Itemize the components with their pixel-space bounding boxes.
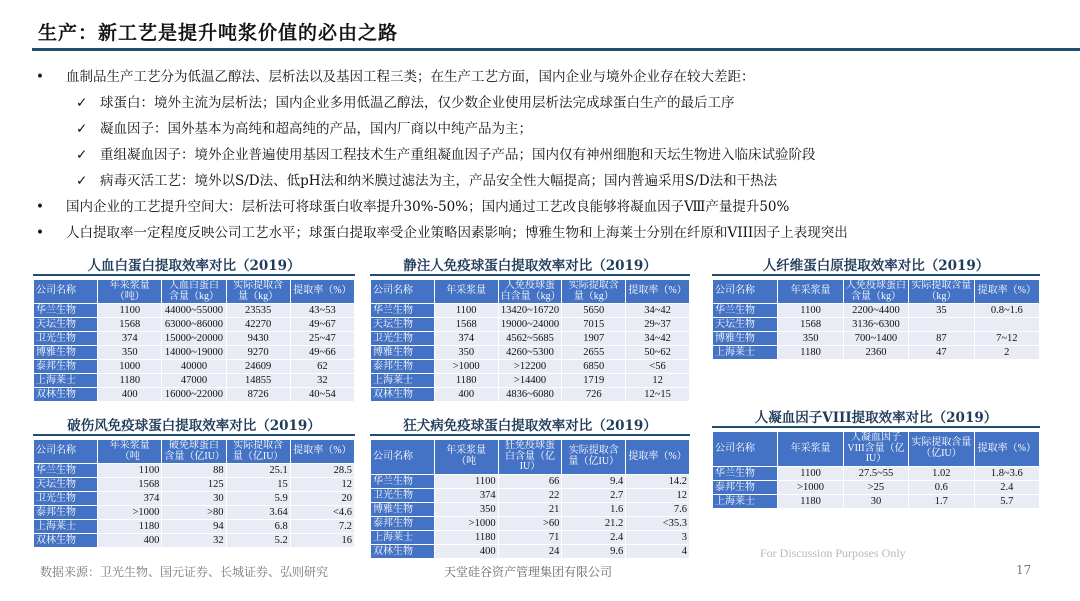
value-cell: 2	[975, 346, 1039, 359]
table-ivig	[370, 258, 690, 402]
bullet-text: 病毒灭活工艺：境外以S/D法、低pH法和纳米膜过滤法为主，产品安全性大幅提高；国内普遍采用S/D法和干热法	[100, 173, 778, 189]
value-cell: 9.6	[562, 545, 625, 558]
page-number: 17	[1016, 563, 1032, 577]
company-cell: 双林生物	[371, 545, 434, 558]
value-cell: 350	[98, 346, 161, 359]
column-header: 年采浆量（吨	[98, 440, 161, 463]
checkmark-icon: ✓	[76, 173, 88, 189]
data-table	[33, 439, 355, 548]
value-cell: 7~12	[975, 332, 1039, 345]
value-cell: 1907	[562, 332, 625, 345]
value-cell: 30	[844, 495, 908, 508]
value-cell: 1180	[435, 374, 498, 387]
value-cell: 49~66	[291, 346, 354, 359]
value-cell: 2.7	[562, 489, 625, 502]
table-title: 静注人免疫球蛋白提取效率对比（2019）	[370, 258, 690, 276]
column-header: 年采浆量	[778, 280, 842, 303]
value-cell: >25	[844, 481, 908, 494]
value-cell: 66	[499, 475, 562, 488]
column-header: 提取率（%）	[975, 432, 1039, 466]
value-cell: >60	[499, 517, 562, 530]
value-cell: 5.9	[227, 492, 290, 505]
table-rabies	[370, 418, 690, 559]
header-row	[371, 440, 689, 474]
bullet-item	[36, 90, 848, 116]
value-cell: 22	[499, 489, 562, 502]
column-header: 实际提取含量（kg）	[909, 280, 973, 303]
data-table	[33, 279, 355, 402]
value-cell: 21.2	[562, 517, 625, 530]
bullet-text: 球蛋白：境外主流为层析法；国内企业多用低温乙醇法，仅少数企业使用层析法完成球蛋白生产的最后工序	[100, 95, 735, 111]
value-cell: 43~53	[291, 304, 354, 317]
table-row	[34, 464, 354, 477]
column-header: 实际提取含量（亿IU）	[227, 440, 290, 463]
column-header: 破免球蛋白含量（亿IU）	[164, 440, 225, 462]
company-cell: 天坛生物	[34, 318, 97, 331]
table-row	[371, 318, 689, 331]
value-cell: 0.6	[909, 481, 973, 494]
table-title: 人纤维蛋白原提取效率对比（2019）	[712, 258, 1040, 276]
table-row	[713, 481, 1039, 494]
value-cell: 5650	[562, 304, 625, 317]
table-row	[34, 388, 354, 401]
value-cell: 374	[98, 492, 161, 505]
table-factor-viii	[712, 410, 1040, 509]
value-cell: 24	[499, 545, 562, 558]
column-header: 公司名称	[371, 280, 434, 303]
value-cell: 4836~6080	[499, 388, 562, 401]
company-cell: 上海莱士	[713, 346, 777, 359]
value-cell: 9270	[227, 346, 290, 359]
value-cell: 63000~86000	[162, 318, 225, 331]
value-cell: 88	[162, 464, 225, 477]
value-cell: 47000	[162, 374, 225, 387]
table-row	[371, 388, 689, 401]
company-cell: 华兰生物	[713, 304, 777, 317]
company-cell: 泰邦生物	[34, 360, 97, 373]
bullet-text: 人白提取率一定程度反映公司工艺水平；球蛋白提取率受企业策略因素影响；博雅生物和上海莱士分别在纤原和VIII因子上表现突出	[66, 225, 848, 241]
table-row	[34, 534, 354, 547]
value-cell: 32	[291, 374, 354, 387]
value-cell: 28.5	[291, 464, 354, 477]
table-title: 人血白蛋白提取效率对比（2019）	[33, 258, 355, 276]
value-cell: 6.8	[227, 520, 290, 533]
value-cell: >1000	[98, 506, 161, 519]
company-cell: 卫光生物	[371, 489, 434, 502]
company-cell: 天坛生物	[713, 318, 777, 331]
table-row	[371, 332, 689, 345]
company-cell: 博雅生物	[371, 503, 434, 516]
bullet-icon: •	[36, 69, 44, 85]
bullet-item	[36, 64, 848, 90]
table-row	[34, 520, 354, 533]
company-cell: 上海莱士	[371, 374, 434, 387]
bullet-item	[36, 116, 848, 142]
checkmark-icon: ✓	[76, 95, 88, 111]
column-header: 公司名称	[713, 280, 777, 303]
value-cell: 1100	[435, 304, 498, 317]
header-row	[34, 440, 354, 463]
title-divider	[32, 48, 1080, 51]
column-header: 公司名称	[371, 440, 434, 474]
value-cell: 14855	[227, 374, 290, 387]
value-cell: 7.2	[291, 520, 354, 533]
company-cell: 上海莱士	[34, 520, 97, 533]
value-cell: 2655	[562, 346, 625, 359]
value-cell: >1000	[435, 360, 498, 373]
value-cell	[909, 318, 973, 331]
bullet-text: 血制品生产工艺分为低温乙醇法、层析法以及基因工程三类；在生产工艺方面，国内企业与境外企业存在较大差距：	[66, 69, 755, 85]
page-title: 生产：新工艺是提升吨浆价值的必由之路	[38, 22, 399, 44]
table-fibrinogen	[712, 258, 1040, 360]
value-cell: >14400	[499, 374, 562, 387]
value-cell: 12	[626, 489, 689, 502]
value-cell: 34~42	[626, 304, 689, 317]
value-cell: 2200~4400	[844, 304, 908, 317]
bullet-text: 国内企业的工艺提升空间大：层析法可将球蛋白收率提升30%-50%；国内通过工艺改良能够将凝血因子Ⅷ产量提升50%	[66, 199, 790, 215]
watermark: For Discussion Purposes Only	[760, 546, 906, 560]
header-row	[713, 432, 1039, 466]
company-name: 天堂硅谷资产管理集团有限公司	[444, 565, 613, 579]
value-cell: 4	[626, 545, 689, 558]
value-cell: 12~15	[626, 388, 689, 401]
value-cell: 1180	[98, 520, 161, 533]
data-source: 数据来源：卫光生物、国元证券、长城证券、弘则研究	[40, 565, 329, 579]
value-cell: 400	[98, 534, 161, 547]
value-cell: 5.7	[975, 495, 1039, 508]
company-cell: 华兰生物	[34, 464, 97, 477]
value-cell: 3	[626, 531, 689, 544]
data-table	[370, 279, 690, 402]
company-cell: 上海莱士	[713, 495, 777, 508]
table-row	[713, 304, 1039, 317]
company-cell: 天坛生物	[34, 478, 97, 491]
column-header: 年采浆量（吨）	[98, 280, 161, 303]
value-cell: 350	[778, 332, 842, 345]
value-cell: 30	[162, 492, 225, 505]
company-cell: 卫光生物	[34, 492, 97, 505]
value-cell: 14.2	[626, 475, 689, 488]
value-cell: 12	[291, 478, 354, 491]
column-header: 实际提取含量（亿IU）	[909, 432, 973, 466]
value-cell: 2.4	[975, 481, 1039, 494]
table-row	[371, 475, 689, 488]
table-row	[34, 332, 354, 345]
company-cell: 上海莱士	[34, 374, 97, 387]
value-cell: 8726	[227, 388, 290, 401]
table-row	[371, 503, 689, 516]
column-header: 狂免疫球蛋白含量（亿IU）	[499, 440, 562, 474]
value-cell: 13420~16720	[499, 304, 562, 317]
table-title: 人凝血因子VIII提取效率对比（2019）	[712, 410, 1040, 428]
value-cell: 40~54	[291, 388, 354, 401]
bullet-item	[36, 168, 848, 194]
value-cell: 374	[435, 489, 498, 502]
value-cell: 25~47	[291, 332, 354, 345]
checkmark-icon: ✓	[76, 121, 88, 137]
value-cell: 1.6	[562, 503, 625, 516]
value-cell: 3136~6300	[844, 318, 908, 331]
value-cell: 700~1400	[844, 332, 908, 345]
company-cell: 卫光生物	[34, 332, 97, 345]
column-header: 公司名称	[713, 432, 777, 466]
table-row	[371, 531, 689, 544]
company-cell: 华兰生物	[371, 475, 434, 488]
value-cell: 1180	[98, 374, 161, 387]
value-cell: 0.8~1.6	[975, 304, 1039, 317]
company-cell: 泰邦生物	[371, 517, 434, 530]
table-row	[34, 360, 354, 373]
company-cell: 博雅生物	[713, 332, 777, 345]
table-row	[713, 332, 1039, 345]
value-cell: 1.7	[909, 495, 973, 508]
company-cell: 泰邦生物	[371, 360, 434, 373]
value-cell: 3.64	[227, 506, 290, 519]
value-cell: 1.8~3.6	[975, 467, 1039, 480]
table-row	[371, 545, 689, 558]
value-cell: 16000~22000	[162, 388, 225, 401]
value-cell: 4260~5300	[499, 346, 562, 359]
column-header: 提取率（%）	[626, 280, 689, 303]
value-cell: 32	[162, 534, 225, 547]
checkmark-icon: ✓	[76, 147, 88, 163]
table-row	[713, 467, 1039, 480]
value-cell: 1100	[98, 464, 161, 477]
value-cell: 42270	[227, 318, 290, 331]
table-row	[34, 346, 354, 359]
header-row	[371, 280, 689, 303]
value-cell: >12200	[499, 360, 562, 373]
value-cell: 49~67	[291, 318, 354, 331]
company-cell: 华兰生物	[713, 467, 777, 480]
table-row	[713, 346, 1039, 359]
value-cell: 1100	[778, 304, 842, 317]
value-cell: 1100	[778, 467, 842, 480]
table-row	[34, 318, 354, 331]
table-albumin	[33, 258, 355, 402]
column-header: 提取率（%）	[975, 280, 1039, 303]
bullet-icon: •	[36, 199, 44, 215]
value-cell: 1719	[562, 374, 625, 387]
value-cell: <4.6	[291, 506, 354, 519]
value-cell	[975, 318, 1039, 331]
value-cell: 7.6	[626, 503, 689, 516]
value-cell: >1000	[778, 481, 842, 494]
column-header: 提取率（%）	[291, 280, 354, 303]
company-cell: 双林生物	[34, 388, 97, 401]
value-cell: <56	[626, 360, 689, 373]
value-cell: 35	[909, 304, 973, 317]
column-header: 实际提取含量（亿IU）	[562, 440, 625, 474]
column-header: 公司名称	[34, 280, 97, 303]
table-row	[34, 374, 354, 387]
value-cell: 1180	[778, 495, 842, 508]
company-cell: 泰邦生物	[713, 481, 777, 494]
column-header: 人免疫球蛋白含量（kg）	[500, 280, 561, 302]
company-cell: 双林生物	[371, 388, 434, 401]
value-cell: 726	[562, 388, 625, 401]
value-cell: 125	[162, 478, 225, 491]
value-cell: 12	[626, 374, 689, 387]
bullet-text: 重组凝血因子：境外企业普遍使用基因工程技术生产重组凝血因子产品；国内仅有神州细胞和天坛生物进入临床试验阶段	[100, 147, 816, 163]
value-cell: 1100	[435, 475, 498, 488]
value-cell: 5.2	[227, 534, 290, 547]
value-cell: 2360	[844, 346, 908, 359]
value-cell: 71	[499, 531, 562, 544]
value-cell: <35.3	[626, 517, 689, 530]
value-cell: 14000~19000	[162, 346, 225, 359]
header-row	[34, 280, 354, 303]
value-cell: 6850	[562, 360, 625, 373]
value-cell: 1180	[435, 531, 498, 544]
value-cell: 374	[98, 332, 161, 345]
company-cell: 博雅生物	[34, 346, 97, 359]
column-header: 年采浆量（吨	[435, 440, 498, 474]
value-cell: 29~37	[626, 318, 689, 331]
value-cell: 9.4	[562, 475, 625, 488]
column-header: 年采浆量	[778, 432, 842, 466]
value-cell: 1568	[778, 318, 842, 331]
value-cell: 27.5~55	[844, 467, 908, 480]
value-cell: 16	[291, 534, 354, 547]
table-row	[713, 318, 1039, 331]
column-header: 人免疫球蛋白含量（kg）	[844, 280, 908, 303]
value-cell: 1568	[98, 478, 161, 491]
column-header: 提取率（%）	[626, 440, 689, 474]
company-cell: 双林生物	[34, 534, 97, 547]
bullet-item	[36, 220, 848, 246]
value-cell: >80	[162, 506, 225, 519]
table-row	[34, 478, 354, 491]
value-cell: 87	[909, 332, 973, 345]
table-row	[713, 495, 1039, 508]
value-cell: 400	[98, 388, 161, 401]
value-cell: 1.02	[909, 467, 973, 480]
value-cell: 350	[435, 346, 498, 359]
data-table	[712, 431, 1040, 509]
table-row	[371, 517, 689, 530]
value-cell: 1568	[435, 318, 498, 331]
company-cell: 博雅生物	[371, 346, 434, 359]
value-cell: 350	[435, 503, 498, 516]
value-cell: 400	[435, 545, 498, 558]
data-table	[370, 439, 690, 559]
value-cell: 374	[435, 332, 498, 345]
company-cell: 天坛生物	[371, 318, 434, 331]
value-cell: 20	[291, 492, 354, 505]
value-cell: 34~42	[626, 332, 689, 345]
value-cell: 15	[227, 478, 290, 491]
value-cell: 1180	[778, 346, 842, 359]
table-row	[371, 489, 689, 502]
value-cell: 21	[499, 503, 562, 516]
value-cell: 50~62	[626, 346, 689, 359]
bullet-item	[36, 142, 848, 168]
table-title: 狂犬病免疫球蛋白提取效率对比（2019）	[370, 418, 690, 436]
table-tetanus	[33, 418, 355, 548]
value-cell: 1568	[98, 318, 161, 331]
value-cell: 400	[435, 388, 498, 401]
table-row	[371, 346, 689, 359]
value-cell: 44000~55000	[162, 304, 225, 317]
value-cell: 25.1	[227, 464, 290, 477]
value-cell: 4562~5685	[499, 332, 562, 345]
company-cell: 华兰生物	[34, 304, 97, 317]
company-cell: 华兰生物	[371, 304, 434, 317]
bullet-icon: •	[36, 225, 44, 241]
bullet-list	[36, 64, 848, 246]
data-table	[712, 279, 1040, 360]
value-cell: 9430	[227, 332, 290, 345]
column-header: 实际提取含量（kg）	[227, 280, 290, 303]
bullet-item	[36, 194, 848, 220]
table-row	[371, 374, 689, 387]
table-row	[34, 506, 354, 519]
column-header: 实际提取含量（kg）	[562, 280, 625, 303]
column-header: 人凝血因子VIII含量（亿IU）	[844, 432, 908, 466]
value-cell: 24609	[227, 360, 290, 373]
value-cell: 40000	[162, 360, 225, 373]
value-cell: 1000	[98, 360, 161, 373]
value-cell: 7015	[562, 318, 625, 331]
header-row	[713, 280, 1039, 303]
company-cell: 上海莱士	[371, 531, 434, 544]
value-cell: 23535	[227, 304, 290, 317]
bullet-text: 凝血因子：国外基本为高纯和超高纯的产品，国内厂商以中纯产品为主；	[100, 121, 532, 137]
value-cell: 2.4	[562, 531, 625, 544]
table-row	[371, 304, 689, 317]
value-cell: 62	[291, 360, 354, 373]
company-cell: 卫光生物	[371, 332, 434, 345]
column-header: 提取率（%）	[291, 440, 354, 463]
column-header: 人血白蛋白含量（kg）	[162, 280, 225, 303]
table-row	[34, 304, 354, 317]
value-cell: 94	[162, 520, 225, 533]
column-header: 年采浆量	[435, 280, 498, 303]
column-header: 公司名称	[34, 440, 97, 463]
value-cell: >1000	[435, 517, 498, 530]
table-title: 破伤风免疫球蛋白提取效率对比（2019）	[33, 418, 355, 436]
value-cell: 47	[909, 346, 973, 359]
value-cell: 1100	[98, 304, 161, 317]
company-cell: 泰邦生物	[34, 506, 97, 519]
value-cell: 15000~20000	[162, 332, 225, 345]
table-row	[34, 492, 354, 505]
value-cell: 19000~24000	[499, 318, 562, 331]
table-row	[371, 360, 689, 373]
